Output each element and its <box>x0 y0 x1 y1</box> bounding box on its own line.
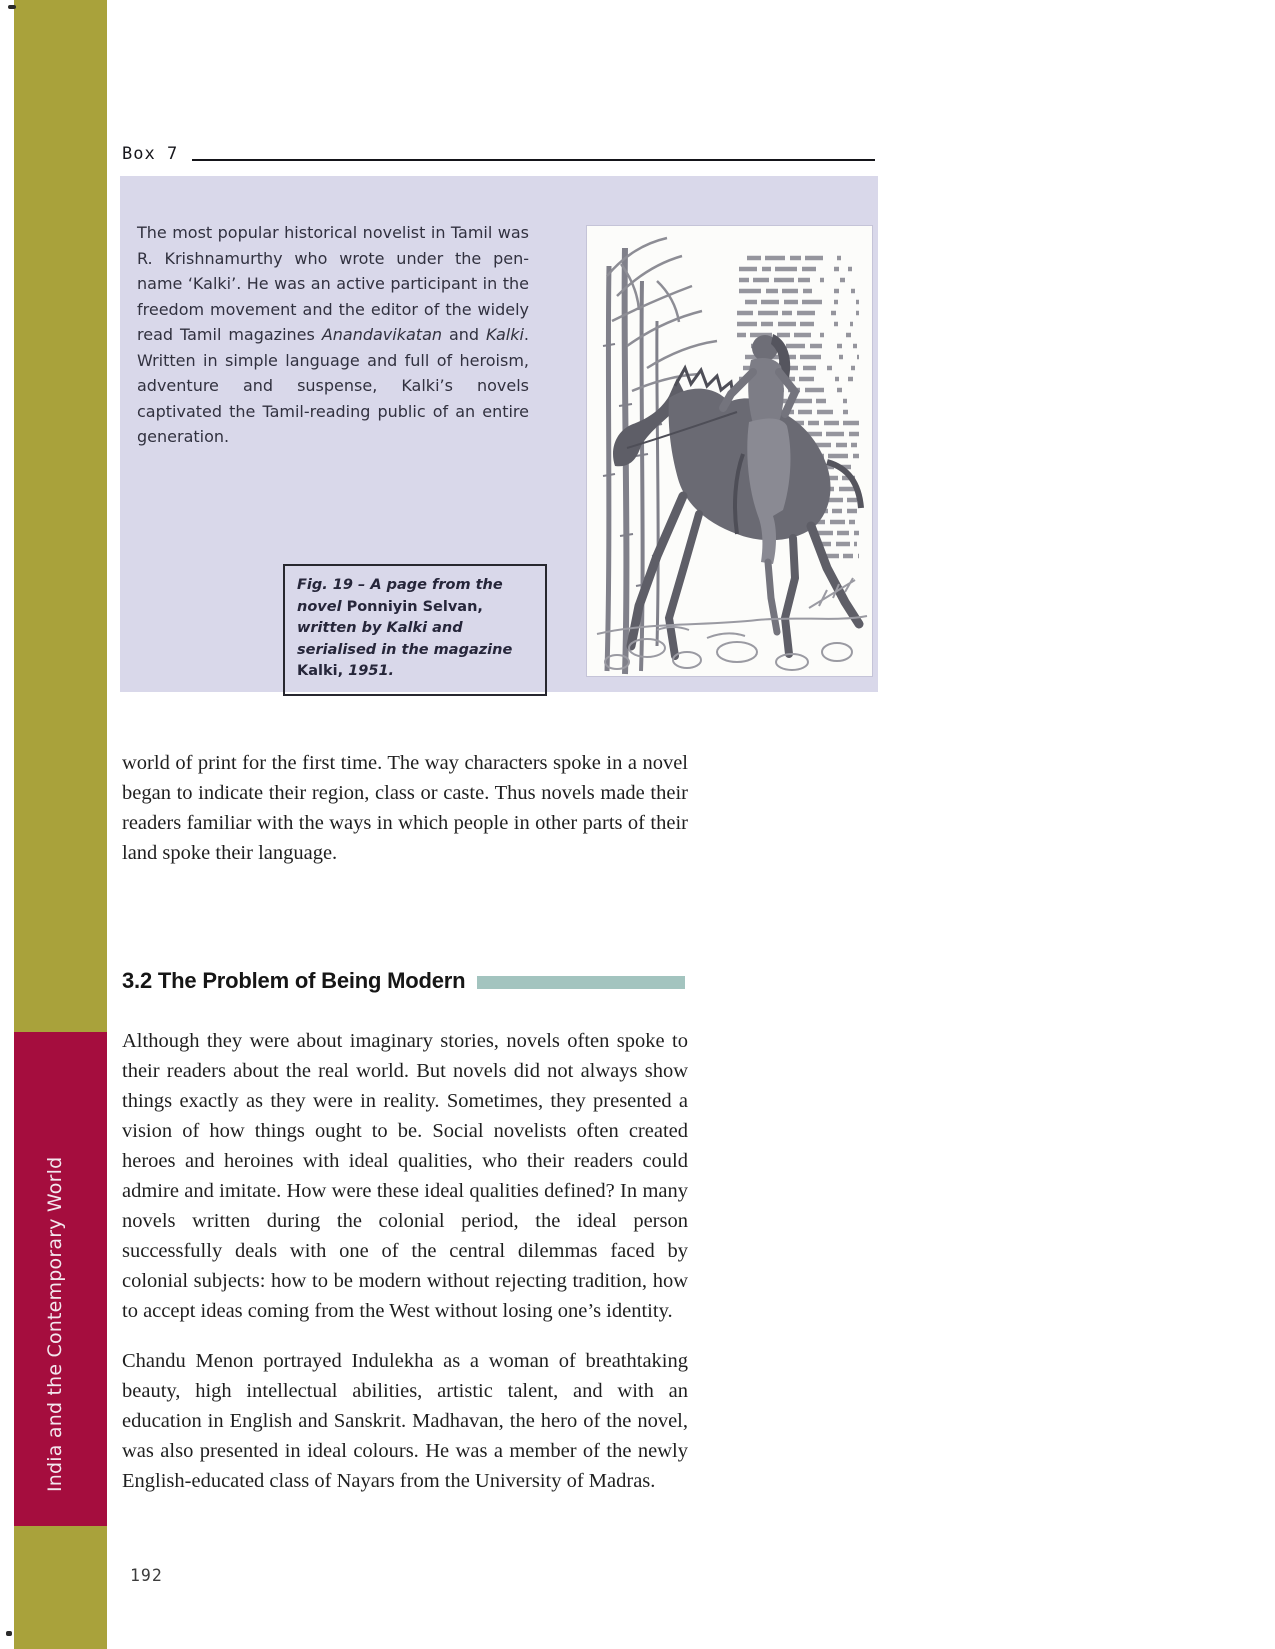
box7-text-segment: and <box>442 325 487 344</box>
box7-panel <box>120 176 878 692</box>
magazine-title-anandavikatan: Anandavikatan <box>321 325 443 344</box>
caption-text-segment: Fig. 19 – A page from the novel <box>297 577 503 615</box>
scan-artifact <box>8 5 16 9</box>
heading-accent-bar <box>477 976 685 989</box>
box7-text-segment: The most popular historical novelist in Tamil was R. Krishnamurthy who wrote under the pen-name ‘Kalki’. He was an active participant in the freedom movement and the editor of the widely read Tamil magazines <box>137 223 529 344</box>
body-paragraph-2: Although they were about imaginary stories, novels often spoke to their readers about the real world. But novels did not always show things exactly as they were in reality. Sometimes, they presented a vision of how things ought to be. Social novelists often created heroes and heroines with ideal qualities, who their readers could admire and imitate. How were these ideal qualities defined? In many novels written during the colonial period, the ideal person successfully deals with one of the central dilemmas faced by colonial subjects: how to be modern without rejecting tradition, how to accept ideas coming from the West without losing one’s identity. <box>122 1030 688 1322</box>
caption-magazine-title: Kalki, <box>297 663 344 679</box>
body-paragraph-1: world of print for the first time. The way characters spoke in a novel began to indicate their region, class or caste. Thus novels made their readers familiar with the ways in which people in other parts of their land spoke their language. <box>122 752 688 864</box>
box7-header <box>122 144 875 164</box>
section-heading-row <box>122 968 685 994</box>
caption-novel-title: Ponniyin Selvan, <box>346 598 483 615</box>
caption-text-segment: written by Kalki and serialised in the magazine <box>297 620 513 658</box>
magazine-title-kalki: Kalki <box>486 325 524 344</box>
sidebar-maroon-bar <box>14 1032 107 1526</box>
box7-paragraph <box>137 220 529 450</box>
scan-artifact <box>6 1631 12 1636</box>
sidebar-series-title: India and the Contemporary World <box>44 1156 66 1492</box>
box7-rule-line <box>192 159 875 161</box>
box7-text-segment: . Written in simple language and full of heroism, adventure and suspense, Kalki’s novels captivated the Tamil-reading public of an entire generation. <box>137 325 529 446</box>
figure-caption <box>283 564 547 696</box>
page-number: 192 <box>130 1566 163 1585</box>
section-heading: 3.2 The Problem of Being Modern <box>122 968 466 993</box>
box7-label: Box 7 <box>122 144 179 164</box>
caption-text-segment: 1951. <box>343 663 395 679</box>
figure-illustration <box>587 226 872 676</box>
body-paragraph-3: Chandu Menon portrayed Indulekha as a woman of breathtaking beauty, high intellectual abilities, artistic talent, and with an education in English and Sanskrit. Madhavan, the hero of the novel, was also presented in ideal colours. He was a member of the newly English-educated class of Nayars from the University of Madras. <box>122 1350 688 1492</box>
